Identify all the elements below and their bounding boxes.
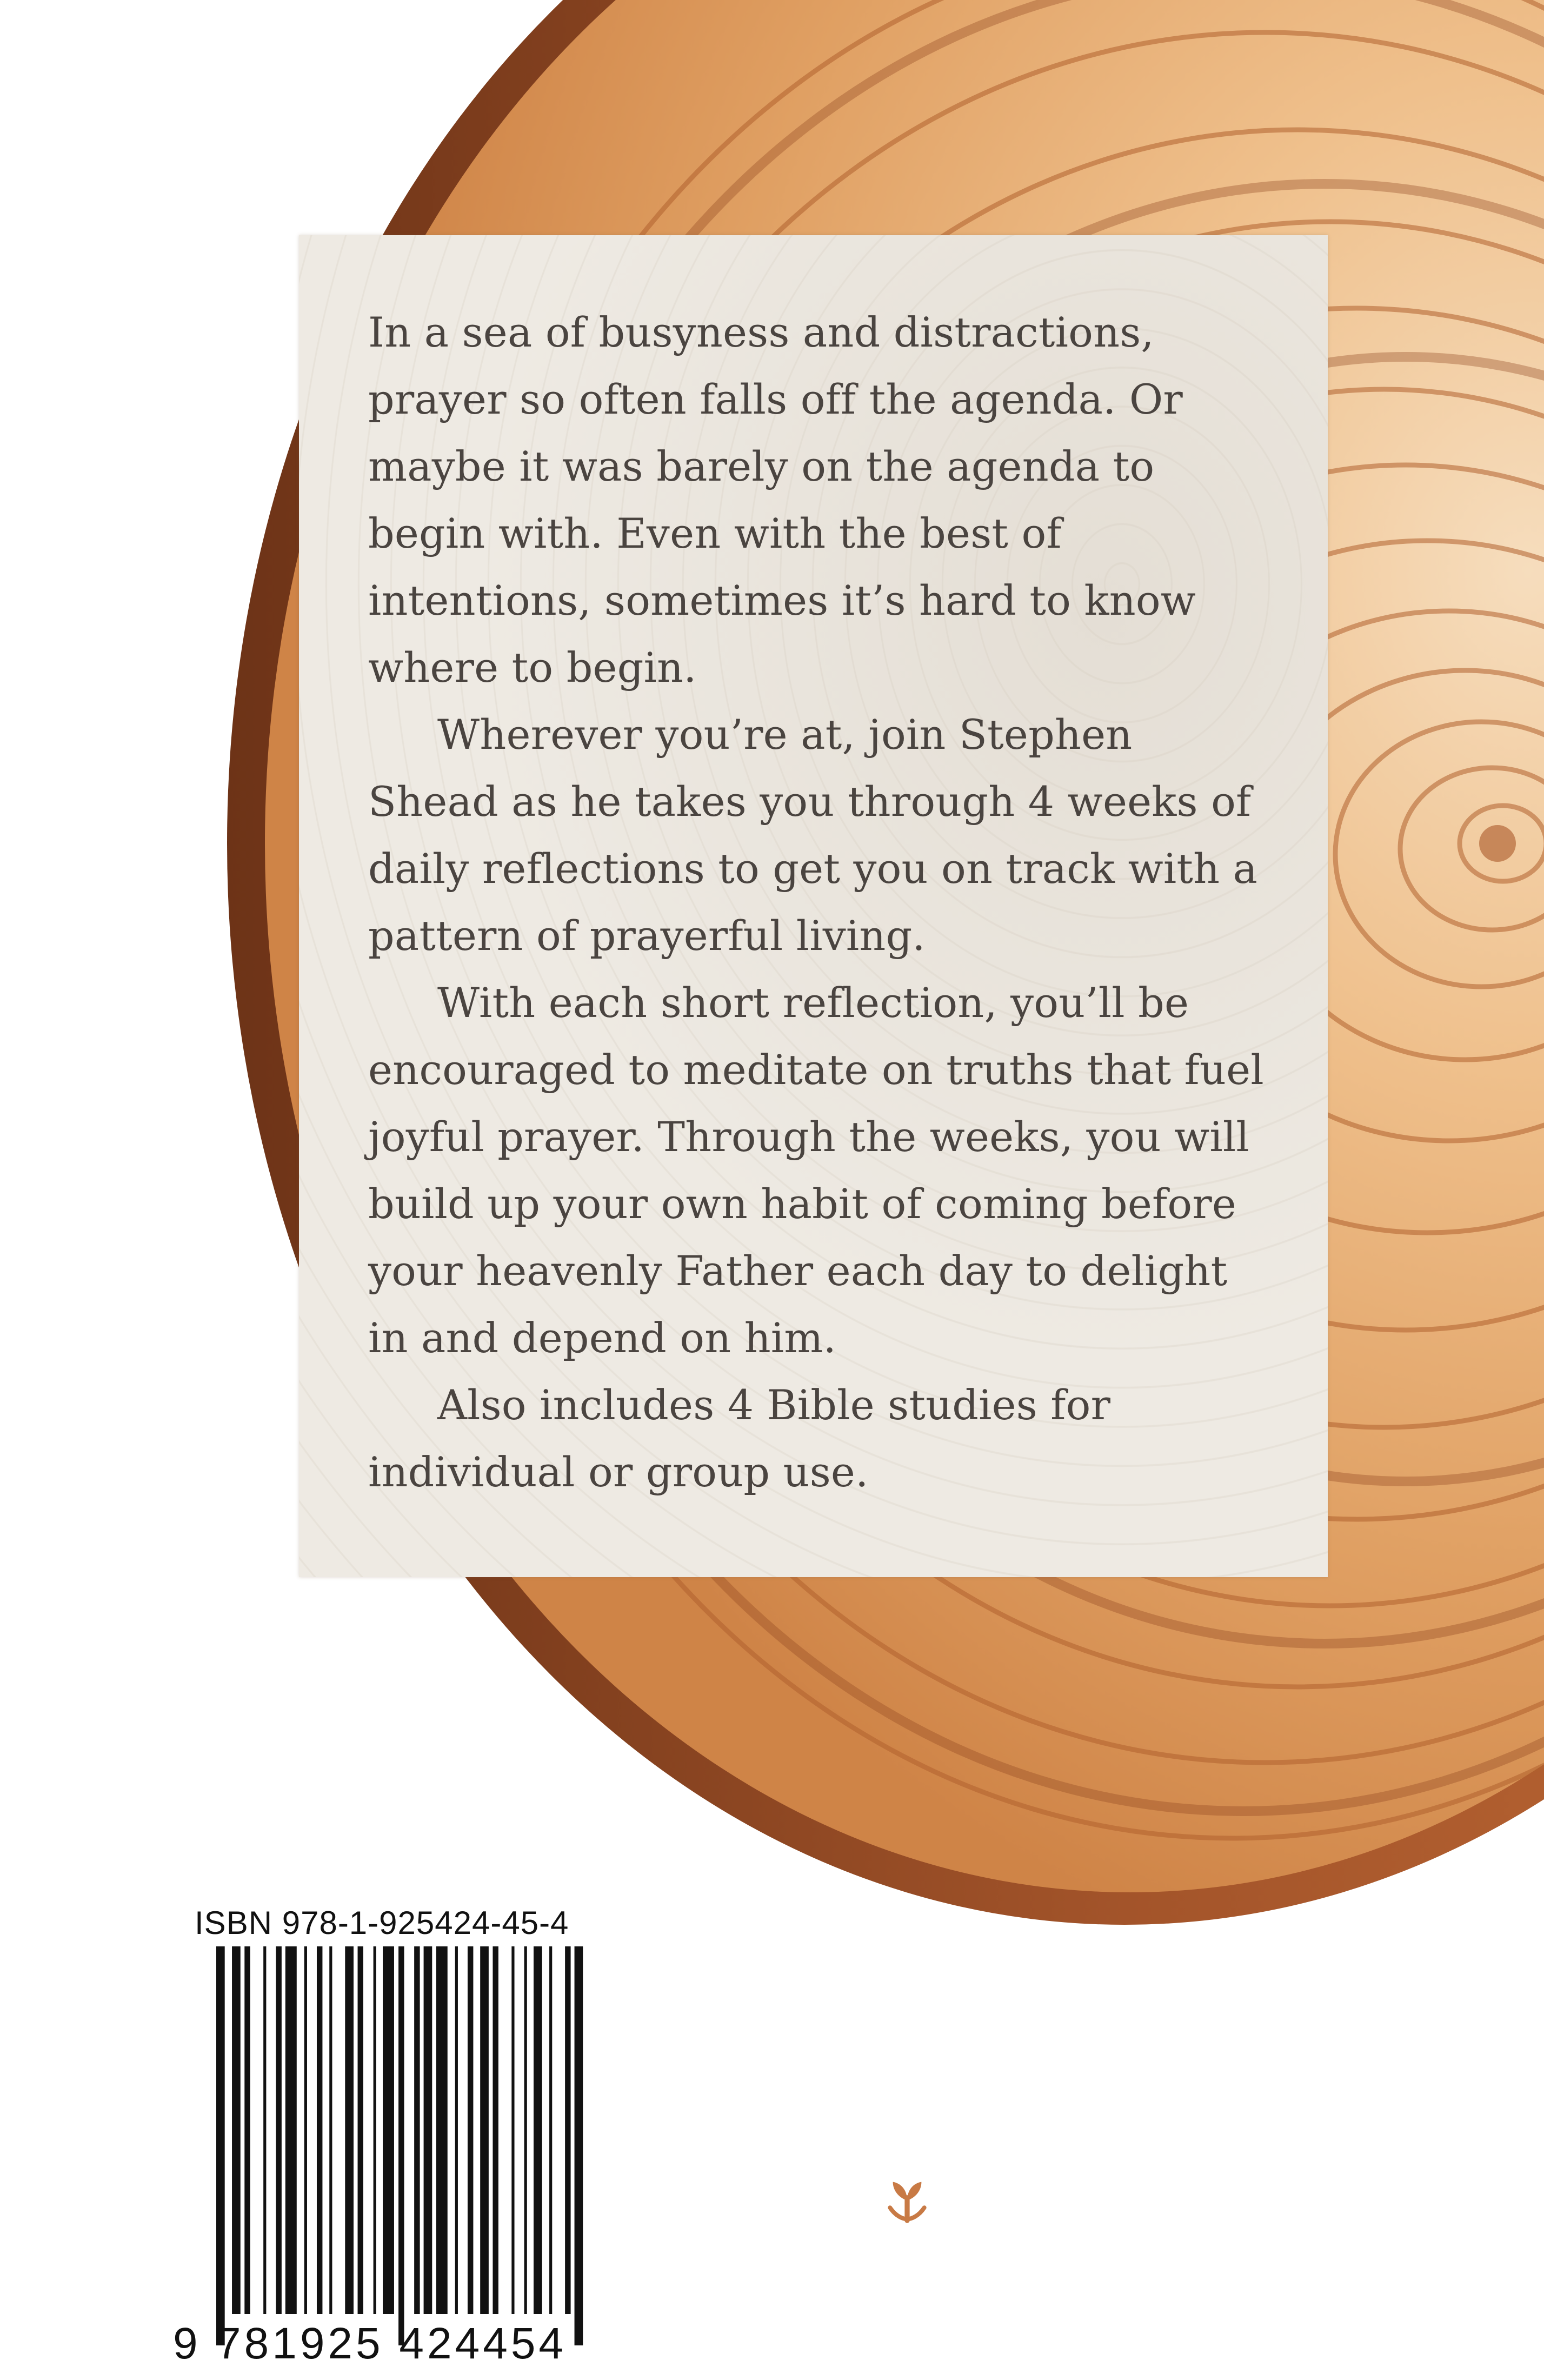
barcode-bar — [232, 1946, 241, 2314]
barcode-bars — [216, 1946, 584, 2345]
barcode-bar — [358, 1946, 363, 2314]
barcode-bar — [285, 1946, 297, 2314]
barcode-bar — [424, 1946, 432, 2314]
barcode-bar — [398, 1946, 404, 2345]
barcode-bar — [216, 1946, 225, 2345]
blurb-paragraph-1: In a sea of busyness and distractions, prayer so often falls off the agenda. Or maybe it was barely on the agenda to begin with. Even with the best of intentions, sometimes it’s hard to know where to begin. — [368, 308, 1196, 692]
barcode-bar — [565, 1946, 570, 2314]
barcode-bar — [524, 1946, 527, 2314]
barcode-bar — [304, 1946, 307, 2314]
publisher-name: matthiasmedia — [955, 2165, 1425, 2236]
barcode-bar — [345, 1946, 354, 2314]
barcode-bar — [276, 1946, 281, 2314]
barcode-bar — [493, 1946, 498, 2314]
blurb-paragraph-4: Also includes 4 Bible studies for individual or group use. — [368, 1381, 1111, 1496]
barcode-bar — [468, 1946, 473, 2314]
barcode-bar — [534, 1946, 542, 2314]
barcode-bar — [436, 1946, 448, 2314]
blurb-paragraph-3: With each short reflection, you’ll be encouraged to meditate on truths that fuel joyful prayer. Through the weeks, you will build up your own habit of coming before your heavenly Father each day to delight in and depend on him. — [368, 979, 1264, 1362]
ean-digits: 781925 424454 — [216, 2319, 567, 2368]
ean-first-digit: 9 — [173, 2319, 198, 2368]
barcode-bar — [575, 1946, 583, 2345]
barcode-bar — [374, 1946, 376, 2314]
barcode-bar — [455, 1946, 458, 2314]
wood-heart — [1479, 825, 1516, 862]
barcode-bar — [414, 1946, 420, 2314]
barcode-bar — [329, 1946, 332, 2314]
blurb-paragraph-2: Wherever you’re at, join Stephen Shead as he takes you through 4 weeks of daily reflections to get you on track with a pattern of prayerful living. — [368, 710, 1258, 960]
publisher-logo — [871, 2160, 1425, 2241]
barcode-bar — [317, 1946, 322, 2314]
barcode-bar — [480, 1946, 489, 2314]
barcode-bar — [263, 1946, 266, 2314]
back-cover-blurb — [299, 235, 1328, 1577]
isbn-barcode-panel — [173, 1875, 597, 2380]
sprout-logo-icon — [871, 2165, 943, 2236]
barcode-bar — [383, 1946, 394, 2314]
isbn-label: ISBN 978-1-925424-45-4 — [195, 1905, 569, 1941]
barcode-bar — [244, 1946, 250, 2314]
barcode-bar — [549, 1946, 552, 2314]
barcode-bar — [511, 1946, 514, 2314]
